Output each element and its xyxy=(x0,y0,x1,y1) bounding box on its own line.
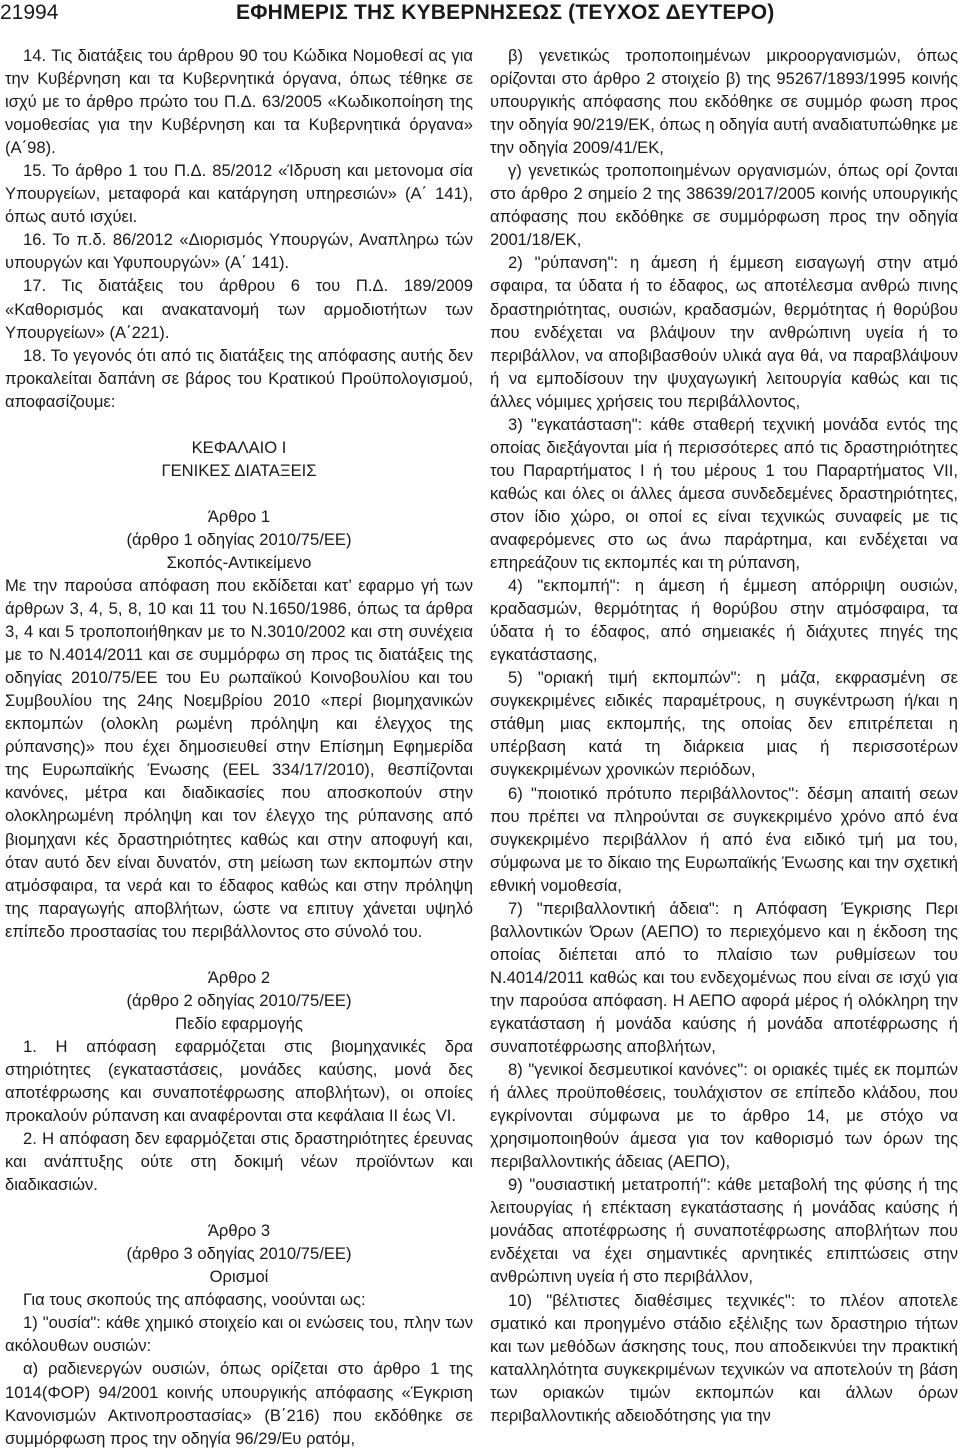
paragraph-15: 15. Το άρθρο 1 του Π.Δ. 85/2012 «Ίδρυση και μετονομα σία Υπουργείων, μεταφορά και κατάργηση υπηρεσιών» (Α΄ 141), όπως αυτό ισχύει. xyxy=(5,161,473,227)
definition-10: 10) "βέλτιστες διαθέσιμες τεχνικές": το πλέον αποτελε σματικό και προηγμένο στάδιο εξέλιξης των δραστηριο τήτων και των μεθόδων άσκησης τους, που αποδεικνύει την πρακτική καταλληλότητα συγκεκριμένων τεχνικών να αποτελούν τη βάση των οριακών τιμών εκπομπών και άλλων όρων περιβαλλοντικής αδειοδότησης για την xyxy=(490,1290,958,1425)
paragraph-16: 16. Το π.δ. 86/2012 «Διορισμός Υπουργών, Αναπληρω τών υπουργών και Υφυπουργών» (Α΄ 141). xyxy=(5,230,473,273)
gazette-title: ΕΦΗΜΕΡΙΣ ΤΗΣ ΚΥΒΕΡΝΗΣΕΩΣ (ΤΕΥΧΟΣ ΔΕΥΤΕΡΟ) xyxy=(236,1,775,24)
definition-1c: γ) γενετικώς τροποποιημένων οργανισμών, όπως ορί ζονται στο άρθρο 2 σημείο 2 της 38639/2017/2005 κοινής υπουργικής απόφασης που εκδόθηκε σε συμμόρφωση προς την οδηγία 2001/18/ΕΚ, xyxy=(490,161,958,250)
definition-9: 9) "ουσιαστική μετατροπή": κάθε μεταβολή της φύσης ή της λειτουργίας ή επέκταση εγκατάστασης ή μονάδας καύσης ή μονάδας αποτέφρωσης ή συναποτέφρωσης αποβλήτων που ενδέχεται να έχει σημαντικές αρνητικές επιπτώσεις στην ανθρώπινη υγεία ή στο περιβάλλον, xyxy=(490,1175,958,1287)
article-2-subject: Πεδίο εφαρμογής xyxy=(175,1013,303,1033)
left-column xyxy=(5,44,473,1450)
article-2-heading: Άρθρο 2 xyxy=(207,967,271,987)
paragraph-14: 14. Τις διατάξεις του άρθρου 90 του Κώδικα Νομοθεσί ας για την Κυβέρνηση και τα Κυβερνητικά όργανα, όπως τέθηκε σε ισχύ με το άρθρο πρώτο του Π.Δ. 63/2005 «Κωδικοποίηση της νομοθεσίας για την Κυβέρνηση και τα Κυβερνητικά όργανα» (Α΄98). xyxy=(5,46,473,158)
page-header xyxy=(0,0,960,30)
article-1-subject: Σκοπός-Αντικείμενο xyxy=(166,552,312,572)
definition-1: 1) "ουσία": κάθε χημικό στοιχείο και οι ενώσεις του, πλην των ακόλουθων ουσιών: xyxy=(5,1313,473,1356)
definition-1b: β) γενετικώς τροποποιημένων μικροοργανισμών, όπως ορίζονται στο άρθρο 2 στοιχείο β) της 95267/1893/1995 κοινής υπουργικής απόφασης που εκδόθηκε σε συμμόρ φωση προς την οδηγία 90/219/ΕΚ, όπως η οδηγία αυτή αναδιατυπώθηκε με την οδηγία 2009/41/ΕΚ, xyxy=(490,46,958,158)
chapter-heading: ΚΕΦΑΛΑΙΟ Ι xyxy=(191,437,287,457)
paragraph-18: 18. Το γεγονός ότι από τις διατάξεις της απόφασης αυτής δεν προκαλείται δαπάνη σε βάρος του Κρατικού Προϋπολογισμού, αποφασίζουμε: xyxy=(5,345,473,411)
definition-4: 4) "εκπομπή": η άμεση ή έμμεση απόρριψη ουσιών, κραδασμών, θερμότητας ή θορύβου στην ατμόσφαιρα, τα ύδατα ή το έδαφος, από σημειακές ή διάχυτες πηγές της εγκατάστασης, xyxy=(490,576,958,665)
article-1-reference: (άρθρο 1 οδηγίας 2010/75/ΕΕ) xyxy=(126,529,352,549)
article-3-intro: Για τους σκοπούς της απόφασης, νοούνται ως: xyxy=(23,1290,366,1310)
paragraph-17: 17. Τις διατάξεις του άρθρου 6 του Π.Δ. 189/2009 «Καθορισμός και ανακατανομή των αρμοδιοτήτων των Υπουργείων» (Α΄221). xyxy=(5,276,473,342)
right-column xyxy=(490,44,958,1427)
article-2-reference: (άρθρο 2 οδηγίας 2010/75/ΕΕ) xyxy=(126,990,352,1010)
definition-8: 8) "γενικοί δεσμευτικοί κανόνες": οι οριακές τιμές εκ πομπών ή άλλες προϋποθέσεις, τουλάχιστον σε επίπεδο κλάδου, που εγκρίνονται σύμφωνα με το άρθρο 14, με στόχο να χρησιμοποιηθούν άμεσα για τον καθορισμό των όρων της περιβαλλοντικής άδειας (ΑΕΠΟ), xyxy=(490,1060,958,1172)
definition-1a: α) ραδιενεργών ουσιών, όπως ορίζεται στο άρθρο 1 της 1014(ΦΟΡ) 94/2001 κοινής υπουργικής απόφασης «Έγκριση Κανονισμών Ακτινοπροστασίας» (Β΄216) που εκδόθηκε σε συμμόρφωση προς την οδηγία 96/29/Ευ ρατόμ, xyxy=(5,1359,473,1448)
article-3-subject: Ορισμοί xyxy=(209,1267,269,1287)
article-1-heading: Άρθρο 1 xyxy=(207,506,271,526)
article-2-paragraph-2: 2. Η απόφαση δεν εφαρμόζεται στις δραστηριότητες έρευνας και ανάπτυξης ούτε στη δοκιμή νέων προϊόντων και διαδικασιών. xyxy=(5,1129,473,1195)
definition-6: 6) "ποιοτικό πρότυπο περιβάλλοντος": δέσμη απαιτή σεων που πρέπει να πληρούνται σε συγκεκριμένο χρόνο από ένα συγκεκριμένο περιβάλλον ή από ένα ειδικό τμή μα του, σύμφωνα με το δίκαιο της Ευρωπαϊκής Ένωσης και την σχετική εθνική νομοθεσία, xyxy=(490,783,958,895)
definition-7: 7) "περιβαλλοντική άδεια": η Απόφαση Έγκρισης Περι βαλλοντικών Όρων (ΑΕΠΟ) το περιεχόμενο και η έκδοση της οποίας διέπεται από το πλαίσιο των ρυθμίσεων του Ν.4014/2011 καθώς και του ενδεχομένως που είναι σε ισχύ για την παρούσα απόφαση. Η ΑΕΠΟ αφορά μέρος ή ολόκληρη την εγκατάσταση ή μονάδα καύσης ή μονάδα αποτέφρωσης ή συναποτέφρωσης αποβλήτων, xyxy=(490,898,958,1057)
article-3-heading: Άρθρο 3 xyxy=(207,1221,271,1241)
chapter-title: ΓΕΝΙΚΕΣ ΔΙΑΤΑΞΕΙΣ xyxy=(161,460,317,480)
article-1-text: Με την παρούσα απόφαση που εκδίδεται κατ’ εφαρμο γή των άρθρων 3, 4, 5, 8, 10 και 11 του Ν.1650/1986, όπως τα άρθρα 3, 4 και 5 τροποποιήθηκαν με το Ν.3010/2002 και στη συνέχεια με το Ν.4014/2011 και σε συμμόρφω ση προς τις διατάξεις της οδηγίας 2010/75/ΕΕ του Ευ ρωπαϊκού Κοινοβουλίου και του Συμβουλίου της 24ης Νοεμβρίου 2010 «περί βιομηχανικών εκπομπών (ολοκλη ρωμένη πρόληψη και έλεγχος της ρύπανσης)» που έχει δημοσιευθεί στην Επίσημη Εφημερίδα της Ευρωπαϊκής Ένωσης (EEL 334/17/2010), θεσπίζονται κανόνες, μέτρα και διαδικασίες που αποσκοπούν στην ολοκληρωμένη πρόληψη και τον έλεγχο της ρύπανσης από βιομηχανι κές δραστηριότητες καθώς και στην αποφυγή και, όταν αυτό δεν είναι δυνατόν, στη μείωση των εκπομπών στην ατμόσφαιρα, τα νερά και το έδαφος καθώς και στην πρόληψη της παραγωγής αποβλήτων, ώστε να επιτυγ χάνεται υψηλό επίπεδο προστασίας του περιβάλλοντος στο σύνολό του. xyxy=(5,575,473,941)
definition-5: 5) "οριακή τιμή εκπομπών": η μάζα, εκφρασμένη σε συγκεκριμένες ειδικές παραμέτρους, η συγκέντρωση ή/και η στάθμη μιας εκπομπής, της οποίας δεν επιτρέπεται η υπέρβαση κατά τη διάρκεια μιας ή περισσοτέρων συγκεκριμένων χρονικών περιόδων, xyxy=(490,668,958,780)
article-2-paragraph-1: 1. Η απόφαση εφαρμόζεται στις βιομηχανικές δρα στηριότητες (εγκαταστάσεις, μονάδες καύσης, μονά δες αποτέφρωσης και συναποτέφρωσης αποβλήτων), οι οποίες προκαλούν ρύπανση και αναφέρονται στα κεφάλαια ΙΙ έως VI. xyxy=(5,1036,473,1126)
page-number: 21994 xyxy=(0,1,59,24)
definition-2: 2) "ρύπανση": η άμεση ή έμμεση εισαγωγή στην ατμό σφαιρα, τα ύδατα ή το έδαφος, ως αποτέλεσμα ανθρώ πινης δραστηριότητας, ουσιών, κραδασμών, θερμότητας ή θορύβου που ενδέχεται να βλάψουν την ανθρώπινη υγεία ή το περιβάλλον, να αποβιβασθούν υλικά αγα θά, να παραβλάψουν ή να εμποδίσουν την ψυχαγωγική λειτουργία καθώς και τις άλλες νόμιμες χρήσεις του περιβάλλοντος, xyxy=(490,253,958,411)
article-3-reference: (άρθρο 3 οδηγίας 2010/75/ΕΕ) xyxy=(126,1244,352,1264)
definition-3: 3) "εγκατάσταση": κάθε σταθερή τεχνική μονάδα εντός της οποίας διεξάγονται μία ή περισσότερες από τις δραστηριότητες του Παραρτήματος Ι ή του μέρους 1 του Παραρτήματος VII, καθώς και όλες οι άλλες άμεσα συνδεδεμένες δραστηριότητες, στον ίδιο χώρο, οι οποί ες είναι τεχνικώς συναφείς με τις αναφερόμενες στο ως άνω παράρτημα, και ενδέχεται να επηρεάζουν τις εκπομπές και τη ρύπανση, xyxy=(490,414,958,573)
